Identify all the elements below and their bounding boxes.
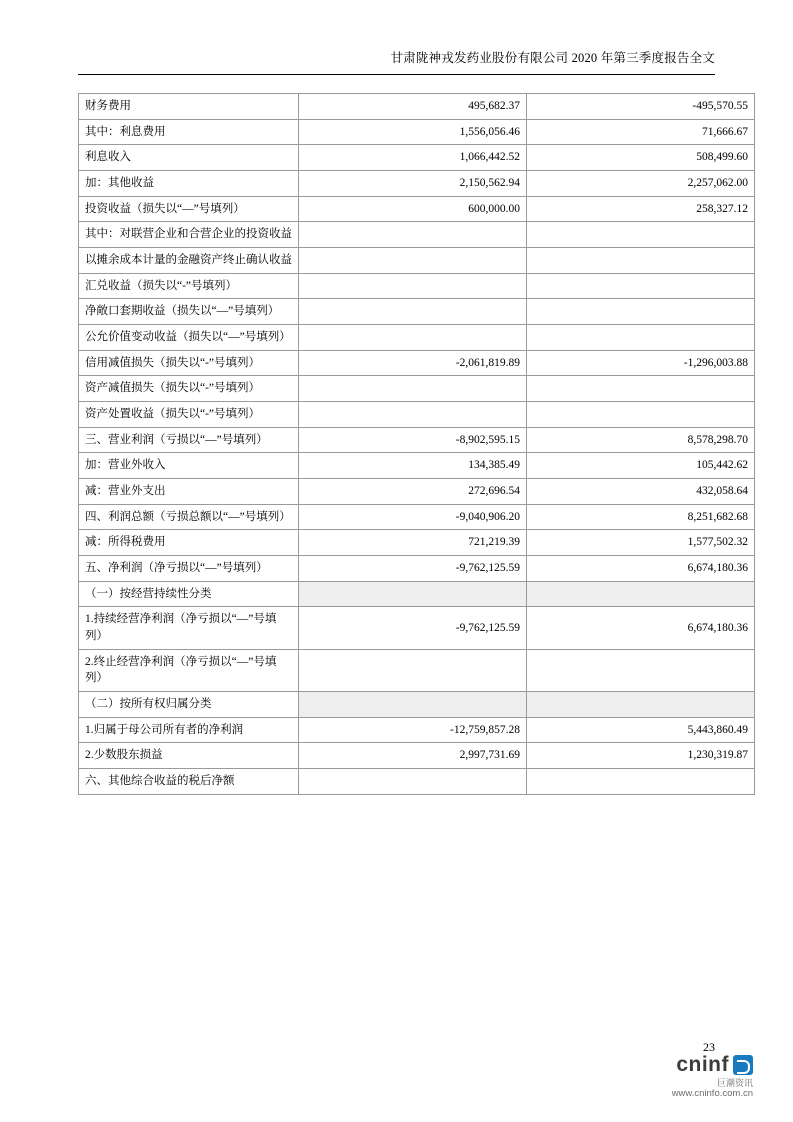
row-value-current: [299, 402, 527, 428]
row-label: （一）按经营持续性分类: [79, 581, 299, 607]
table-row: [79, 376, 755, 402]
table-row: [79, 222, 755, 248]
table-row: [79, 530, 755, 556]
table-row: [79, 299, 755, 325]
row-label: 六、其他综合收益的税后净额: [79, 769, 299, 795]
row-label: 五、净利润（净亏损以“—”号填列）: [79, 556, 299, 582]
row-value-current: 1,066,442.52: [299, 145, 527, 171]
row-value-current: -9,040,906.20: [299, 504, 527, 530]
row-value-current: 600,000.00: [299, 196, 527, 222]
row-label: 加：其他收益: [79, 171, 299, 197]
logo-url: www.cninfo.com.cn: [671, 1088, 753, 1100]
row-value-current: 721,219.39: [299, 530, 527, 556]
row-label: （二）按所有权归属分类: [79, 692, 299, 718]
table-row: [79, 649, 755, 691]
row-label: 1.归属于母公司所有者的净利润: [79, 717, 299, 743]
row-value-current: [299, 248, 527, 274]
row-value-prior: [527, 299, 755, 325]
row-label: 投资收益（损失以“—”号填列）: [79, 196, 299, 222]
row-value-current: -12,759,857.28: [299, 717, 527, 743]
row-value-prior: [527, 581, 755, 607]
row-value-prior: 8,578,298.70: [527, 427, 755, 453]
table-row: [79, 717, 755, 743]
row-value-prior: 8,251,682.68: [527, 504, 755, 530]
income-statement-table-wrapper: [78, 93, 748, 795]
row-label: 公允价值变动收益（损失以“—”号填列）: [79, 325, 299, 351]
logo-wordmark: cninf: [676, 1052, 729, 1076]
row-value-current: 272,696.54: [299, 479, 527, 505]
row-label: 以摊余成本计量的金融资产终止确认收益: [79, 248, 299, 274]
table-row: [79, 171, 755, 197]
page-number: 23: [703, 1040, 715, 1054]
footer-logo: [672, 1053, 753, 1100]
row-value-current: 1,556,056.46: [299, 119, 527, 145]
row-value-current: [299, 649, 527, 691]
row-value-current: 495,682.37: [299, 94, 527, 120]
row-label: 2.终止经营净利润（净亏损以“—”号填列）: [79, 649, 299, 691]
row-label: 利息收入: [79, 145, 299, 171]
row-value-prior: [527, 769, 755, 795]
row-label: 四、利润总额（亏损总额以“—”号填列）: [79, 504, 299, 530]
row-value-prior: 2,257,062.00: [527, 171, 755, 197]
row-value-prior: 508,499.60: [527, 145, 755, 171]
row-value-current: -2,061,819.89: [299, 350, 527, 376]
table-row: [79, 743, 755, 769]
row-value-prior: -495,570.55: [527, 94, 755, 120]
table-row: [79, 273, 755, 299]
row-label: 减：营业外支出: [79, 479, 299, 505]
row-value-prior: 71,666.67: [527, 119, 755, 145]
row-value-current: [299, 325, 527, 351]
row-value-current: -9,762,125.59: [299, 556, 527, 582]
page-header: 甘肃陇神戎发药业股份有限公司 2020 年第三季度报告全文: [390, 51, 715, 65]
logo-row: [672, 1053, 753, 1077]
row-value-prior: 432,058.64: [527, 479, 755, 505]
cninfo-logo-icon: [733, 1055, 753, 1075]
row-value-current: [299, 299, 527, 325]
table-row: [79, 556, 755, 582]
table-row: [79, 196, 755, 222]
row-label: 资产减值损失（损失以“-”号填列）: [79, 376, 299, 402]
row-label: 其中：利息费用: [79, 119, 299, 145]
row-value-current: [299, 581, 527, 607]
row-label: 信用减值损失（损失以“-”号填列）: [79, 350, 299, 376]
row-value-prior: 5,443,860.49: [527, 717, 755, 743]
row-value-current: [299, 769, 527, 795]
row-value-prior: [527, 402, 755, 428]
logo-subtitle: 巨潮资讯: [716, 1077, 753, 1088]
row-value-prior: 6,674,180.36: [527, 607, 755, 649]
header-divider: [78, 74, 715, 75]
table-row: [79, 504, 755, 530]
row-label: 2.少数股东损益: [79, 743, 299, 769]
table-row: [79, 607, 755, 649]
table-row: [79, 581, 755, 607]
row-value-prior: [527, 248, 755, 274]
row-value-current: 2,997,731.69: [299, 743, 527, 769]
row-value-prior: [527, 325, 755, 351]
row-label: 其中：对联营企业和合营企业的投资收益: [79, 222, 299, 248]
table-row: [79, 94, 755, 120]
row-label: 三、营业利润（亏损以“—”号填列）: [79, 427, 299, 453]
row-value-prior: 258,327.12: [527, 196, 755, 222]
row-value-prior: -1,296,003.88: [527, 350, 755, 376]
row-label: 加：营业外收入: [79, 453, 299, 479]
income-statement-table: [78, 93, 755, 795]
row-label: 净敞口套期收益（损失以“—”号填列）: [79, 299, 299, 325]
table-row: [79, 427, 755, 453]
row-value-current: [299, 376, 527, 402]
table-row: [79, 692, 755, 718]
row-value-prior: [527, 649, 755, 691]
row-label: 1.持续经营净利润（净亏损以“—”号填列）: [79, 607, 299, 649]
row-label: 财务费用: [79, 94, 299, 120]
table-row: [79, 769, 755, 795]
row-value-prior: [527, 692, 755, 718]
table-row: [79, 350, 755, 376]
row-value-current: 134,385.49: [299, 453, 527, 479]
table-row: [79, 453, 755, 479]
row-value-prior: 6,674,180.36: [527, 556, 755, 582]
row-value-prior: [527, 376, 755, 402]
table-row: [79, 119, 755, 145]
row-value-current: [299, 273, 527, 299]
row-label: 减：所得税费用: [79, 530, 299, 556]
table-row: [79, 145, 755, 171]
row-value-prior: [527, 273, 755, 299]
row-value-current: [299, 222, 527, 248]
row-label: 资产处置收益（损失以“-”号填列）: [79, 402, 299, 428]
row-value-current: -8,902,595.15: [299, 427, 527, 453]
table-row: [79, 325, 755, 351]
table-row: [79, 248, 755, 274]
row-value-current: 2,150,562.94: [299, 171, 527, 197]
row-value-current: -9,762,125.59: [299, 607, 527, 649]
row-value-prior: 1,577,502.32: [527, 530, 755, 556]
row-value-prior: 105,442.62: [527, 453, 755, 479]
table-row: [79, 402, 755, 428]
row-label: 汇兑收益（损失以“-”号填列）: [79, 273, 299, 299]
row-value-prior: [527, 222, 755, 248]
row-value-prior: 1,230,319.87: [527, 743, 755, 769]
table-row: [79, 479, 755, 505]
row-value-current: [299, 692, 527, 718]
